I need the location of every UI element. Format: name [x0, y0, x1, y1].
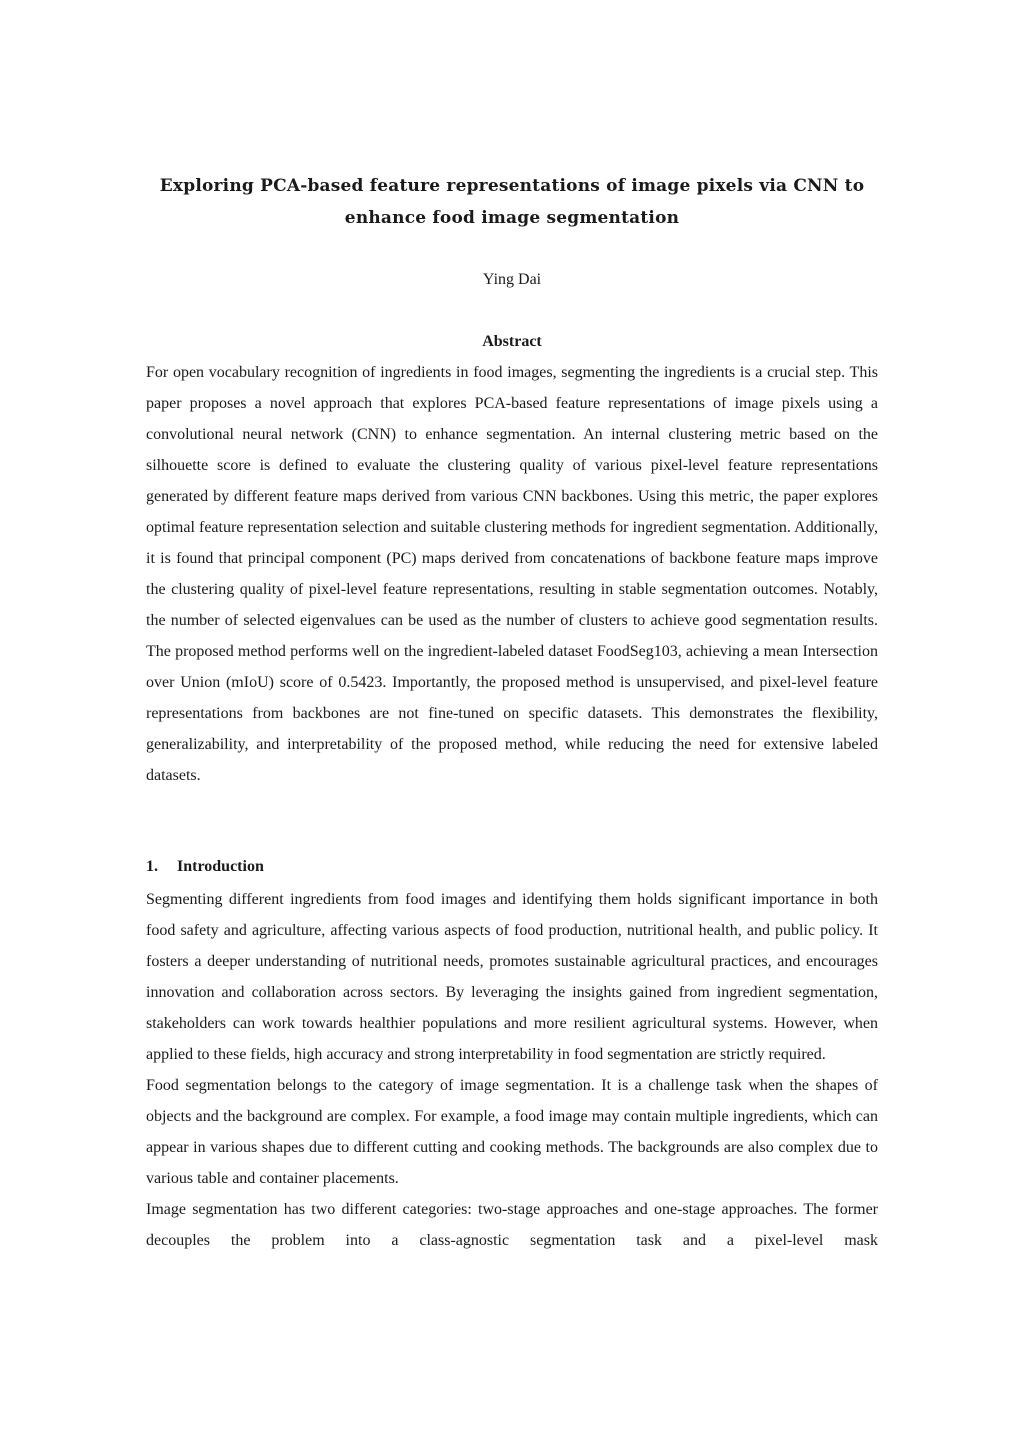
section-number: 1.: [146, 858, 158, 875]
section-title: Introduction: [177, 858, 264, 875]
abstract-body: [146, 357, 878, 791]
intro-paragraph: Image segmentation has two different categories: two-stage approaches and one-stage approaches. The former decouples the problem into a class-agnostic segmentation task and a pixel-level mask: [146, 1201, 878, 1249]
paper-title: Exploring PCA-based feature representations of image pixels via CNN to enhance food image segmentation: [159, 176, 865, 228]
intro-paragraph: Food segmentation belongs to the category of image segmentation. It is a challenge task when the shapes of objects and the background are complex. For example, a food image may contain multiple ingredients, which can appear in various shapes due to different cutting and cooking methods. The backgrounds are also complex due to various table and container placements.: [146, 1077, 878, 1187]
abstract-heading: Abstract: [482, 333, 542, 350]
abstract-paragraph: For open vocabulary recognition of ingredients in food images, segmenting the ingredients is a crucial step. This paper proposes a novel approach that explores PCA-based feature representations of image pixels using a convolutional neural network (CNN) to enhance segmentation. An internal clustering metric based on the silhouette score is defined to evaluate the clustering quality of various pixel-level feature representations generated by different feature maps derived from various CNN backbones. Using this metric, the paper explores optimal feature representation selection and suitable clustering methods for ingredient segmentation. Additionally, it is found that principal component (PC) maps derived from concatenations of backbone feature maps improve the clustering quality of pixel-level feature representations, resulting in stable segmentation outcomes. Notably, the number of selected eigenvalues can be used as the number of clusters to achieve good segmentation results. The proposed method performs well on the ingredient-labeled dataset FoodSeg103, achieving a mean Intersection over Union (mIoU) score of 0.5423. Importantly, the proposed method is unsupervised, and pixel-level feature representations from backbones are not fine-tuned on specific datasets. This demonstrates the flexibility, generalizability, and interpretability of the proposed method, while reducing the need for extensive labeled datasets.: [146, 364, 878, 784]
section-heading-introduction: [146, 853, 264, 881]
author-name: Ying Dai: [482, 271, 542, 288]
intro-paragraph: Segmenting different ingredients from food images and identifying them holds significant importance in both food safety and agriculture, affecting various aspects of food production, nutritional health, and public policy. It fosters a deeper understanding of nutritional needs, promotes sustainable agricultural practices, and encourages innovation and collaboration across sectors. By leveraging the insights gained from ingredient segmentation, stakeholders can work towards healthier populations and more resilient agricultural systems. However, when applied to these fields, high accuracy and strong interpretability in food segmentation are strictly required.: [146, 891, 878, 1063]
introduction-body: [146, 884, 878, 1256]
